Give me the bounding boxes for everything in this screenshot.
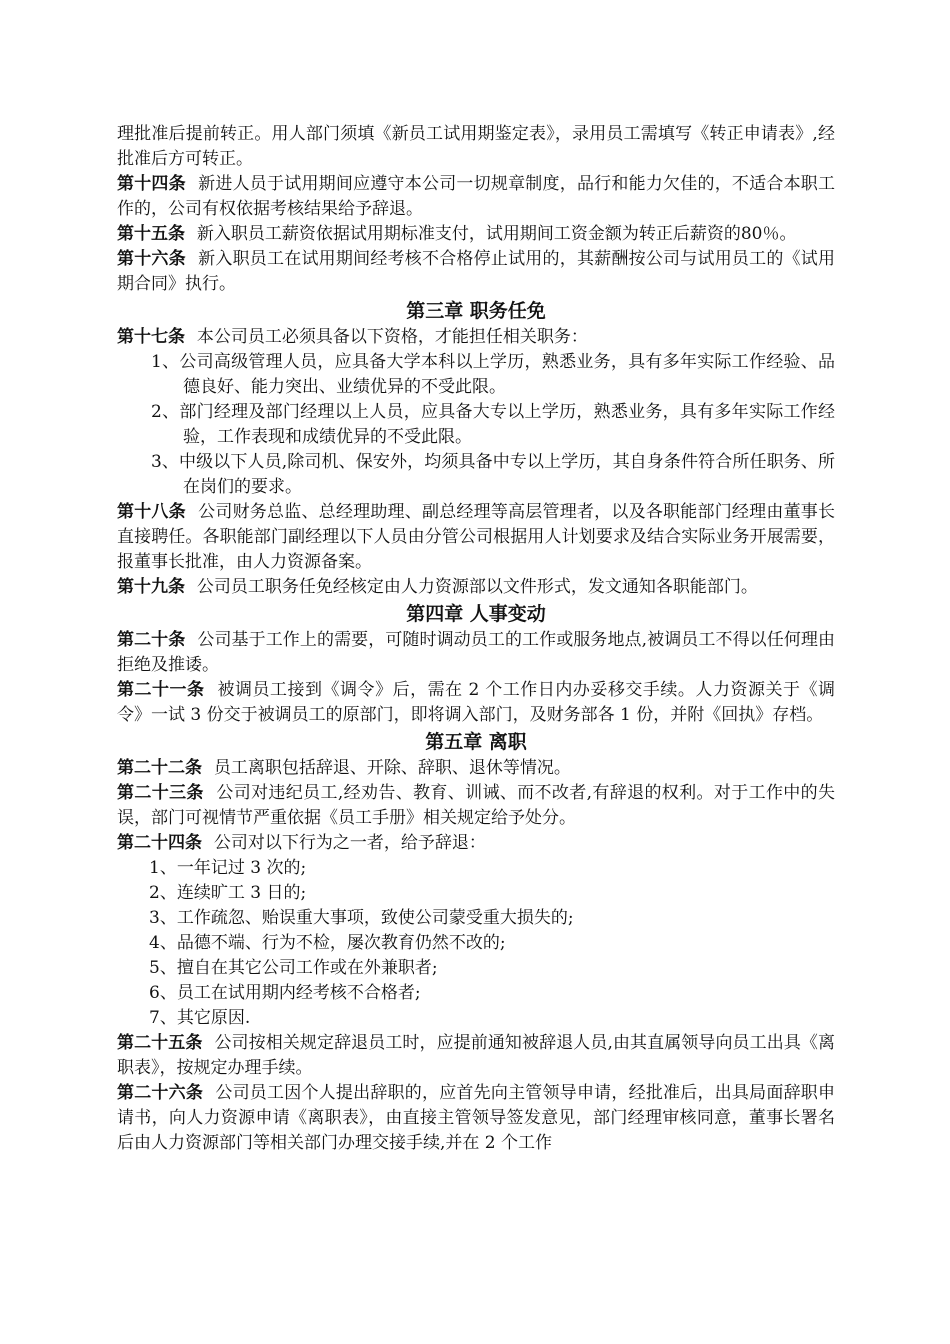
list-item: 4、品德不端、行为不检，屡次教育仍然不改的; <box>149 933 506 953</box>
list-item: 7、其它原因. <box>149 1008 251 1028</box>
article-text: 被调员工接到《调令》后，需在 2 个工作日内办妥移交手续。人力资源关于《调令》一试 3 份交于被调员工的原部门，即将调入部门，及财务部各 1 份，并附《回执》存档。 <box>117 680 836 725</box>
list-item: 2、部门经理及部门经理以上人员，应具备大专以上学历，熟悉业务，具有多年实际工作经验，工作表现和成绩优异的不受此限。 <box>151 402 835 447</box>
article-text: 公司员工职务任免经核定由人力资源部以文件形式，发文通知各职能部门。 <box>196 577 758 597</box>
article-title: 第十五条 <box>117 224 185 244</box>
article-title: 第十四条 <box>117 174 186 194</box>
list-item: 1、公司高级管理人员，应具备大学本科以上学历，熟悉业务，具有多年实际工作经验、品德良好、能力突出、业绩优异的不受此限。 <box>151 352 835 397</box>
list-item: 2、连续旷工 3 日的; <box>149 883 307 903</box>
paragraph-text: 理批准后提前转正。用人部门须填《新员工试用期鉴定表》，录用员工需填写《转正申请表》,经批准后方可转正。 <box>117 124 835 169</box>
list-item: 5、擅自在其它公司工作或在外兼职者; <box>149 958 438 978</box>
article-23 <box>117 781 835 831</box>
paragraph-continuation <box>117 122 835 172</box>
article-text: 公司基于工作上的需要，可随时调动员工的工作或服务地点,被调员工不得以任何理由拒绝及推诿。 <box>117 630 836 675</box>
article-title: 第十六条 <box>117 249 186 269</box>
article-text: 公司员工因个人提出辞职的，应首先向主管领导申请，经批准后，出具局面辞职申请书，向人力资源申请《离职表》，由直接主管领导签发意见，部门经理审核同意，董事长署名后由人力资源部门等相关部门办理交接手续,并在 2 个工作 <box>117 1083 836 1153</box>
article-text: 公司对以下行为之一者，给予辞退： <box>213 833 486 853</box>
article-title: 第十九条 <box>117 577 185 597</box>
article-title: 第十七条 <box>117 327 185 347</box>
chapter-heading-5: 第五章 离职 <box>425 731 527 753</box>
article-text: 公司财务总监、总经理助理、副总经理等高层管理者，以及各职能部门经理由董事长直接聘任。各职能部门副经理以下人员由分管公司根据用人计划要求及结合实际业务开展需要，报董事长批准，由人力资源备案。 <box>117 502 836 572</box>
list-item: 6、员工在试用期内经考核不合格者; <box>149 983 421 1003</box>
article-25 <box>117 1031 835 1081</box>
article-16 <box>117 247 835 297</box>
article-20 <box>117 628 835 678</box>
article-18 <box>117 500 835 575</box>
article-title: 第十八条 <box>117 502 186 522</box>
chapter-heading-4: 第四章 人事变动 <box>406 603 546 625</box>
article-title: 第二十五条 <box>117 1033 203 1053</box>
document-page <box>117 122 835 1156</box>
dismissal-reasons-list <box>117 856 835 1031</box>
article-14 <box>117 172 835 222</box>
list-item: 3、工作疏忽、贻误重大事项，致使公司蒙受重大损失的; <box>149 908 574 928</box>
list-item: 1、一年记过 3 次的; <box>149 858 307 878</box>
article-text: 员工离职包括辞退、开除、辞职、退休等情况。 <box>213 758 571 778</box>
qualification-list <box>117 350 835 500</box>
article-text: 本公司员工必须具备以下资格，才能担任相关职务： <box>196 327 588 347</box>
list-item: 3、中级以下人员,除司机、保安外，均须具备中专以上学历，其自身条件符合所任职务、所在岗们的要求。 <box>151 452 835 497</box>
article-22 <box>117 756 835 781</box>
article-title: 第二十二条 <box>117 758 202 778</box>
article-text: 新入职员工薪资依据试用期标准支付，试用期间工资金额为转正后薪资的80％。 <box>196 224 797 244</box>
article-26 <box>117 1081 835 1156</box>
article-text: 新进人员于试用期间应遵守本公司一切规章制度，品行和能力欠佳的，不适合本职工作的，公司有权依据考核结果给予辞退。 <box>117 174 836 219</box>
article-21 <box>117 678 835 728</box>
article-title: 第二十四条 <box>117 833 202 853</box>
article-19 <box>117 575 835 600</box>
article-15 <box>117 222 835 247</box>
article-text: 公司按相关规定辞退员工时，应提前通知被辞退人员,由其直属领导向员工出具《离职表》，按规定办理手续。 <box>117 1033 835 1078</box>
article-24 <box>117 831 835 856</box>
article-17 <box>117 325 835 350</box>
article-title: 第二十一条 <box>117 680 205 700</box>
chapter-heading-3: 第三章 职务任免 <box>406 300 546 322</box>
article-text: 公司对违纪员工,经劝告、教育、训诫、而不改者,有辞退的权利。对于工作中的失误，部门可视情节严重依据《员工手册》相关规定给予处分。 <box>117 783 836 828</box>
article-title: 第二十六条 <box>117 1083 204 1103</box>
article-text: 新入职员工在试用期间经考核不合格停止试用的，其薪酬按公司与试用员工的《试用期合同》执行。 <box>117 249 836 294</box>
article-title: 第二十条 <box>117 630 186 650</box>
article-title: 第二十三条 <box>117 783 204 803</box>
